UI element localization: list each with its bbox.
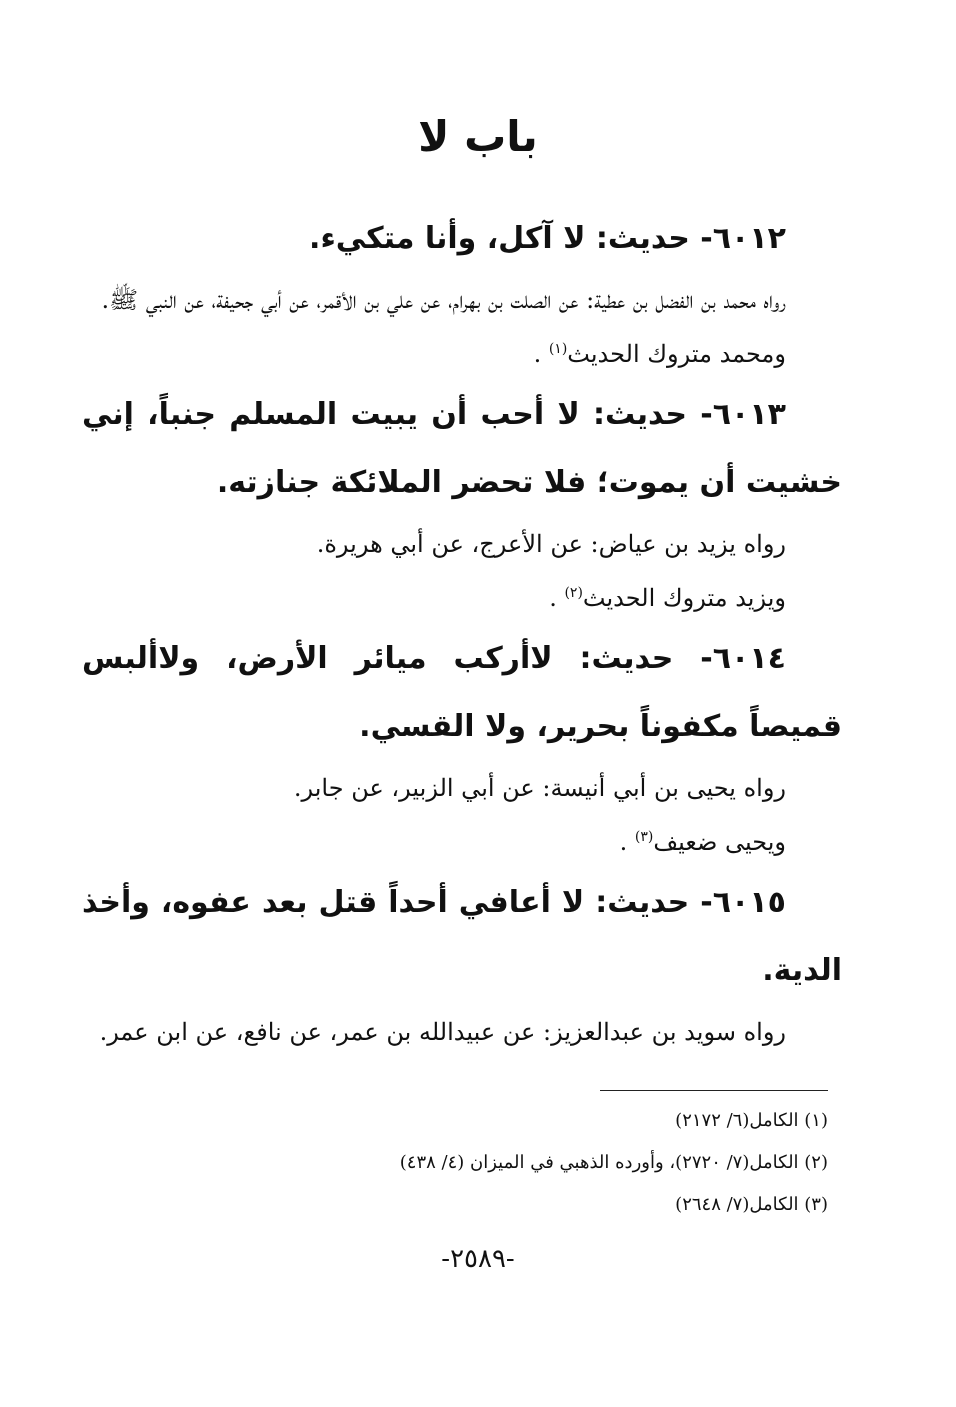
grading-text	[82, 571, 842, 625]
narration-text: رواه يحيى بن أبي أنيسة: عن أبي الزبير، عن جابر.	[293, 774, 786, 802]
narration-text: رواه يزيد بن عياض: عن الأعرج، عن أبي هريرة.	[316, 530, 786, 558]
hadith-entry	[82, 205, 842, 381]
footnote-ref: (٣)	[634, 829, 654, 845]
footnote-divider	[600, 1090, 828, 1091]
hadith-entry	[82, 869, 842, 1059]
hadith-entry	[82, 381, 842, 625]
hadith-heading: ٦٠١٣- حديث: لا أحب أن يبيت المسلم جنباً، إني خشيت أن يموت؛ فلا تحضر الملائكة جنازته.	[82, 397, 842, 500]
narration-text: رواه سويد بن عبدالعزيز: عن عبيدالله بن عمر، عن نافع، عن ابن عمر.	[99, 1018, 786, 1046]
footnote-ref: (١)	[548, 341, 568, 357]
chapter-title: باب لا	[418, 112, 538, 161]
hadith-heading: ٦٠١٢- حديث: لا آكل، وأنا متكيء.	[309, 221, 786, 256]
grading-end: .	[533, 340, 549, 368]
grading-label: ويزيد متروك الحديث	[582, 584, 786, 612]
grading-label: ويحيى ضعيف	[653, 828, 786, 856]
hadith-entry	[82, 625, 842, 869]
narration-text: رواه محمد بن الفضل بن عطية: عن الصلت بن بهرام، عن علي بن الأقمر، عن أبي جحيفة، عن النبي ﷺ.	[101, 286, 786, 314]
page-number: -٢٥٨٩-	[441, 1244, 515, 1274]
grading-end: .	[549, 584, 565, 612]
hadith-heading: ٦٠١٤- حديث: لاأركب ميائر الأرض، ولاألبس قميصاً مكفوناً بحرير، ولا القسي.	[82, 641, 842, 744]
grading-end: .	[619, 828, 635, 856]
hadith-heading: ٦٠١٥- حديث: لا أعافي أحداً قتل بعد عفوه، وأخذ الدية.	[82, 885, 842, 988]
footnote-ref: (٢)	[564, 585, 583, 601]
footnote: (١) الكامل(٦/ ٢١٧٢)	[675, 1110, 828, 1131]
grading-text	[82, 815, 842, 869]
grading-text	[82, 327, 842, 381]
page-body	[82, 205, 842, 1059]
footnotes	[300, 1100, 828, 1226]
footnote: (٢) الكامل(٧/ ٢٧٢٠)، وأورده الذهبي في الميزان (٤/ ٤٣٨)	[399, 1152, 828, 1173]
grading-label: ومحمد متروك الحديث	[567, 340, 786, 368]
footnote: (٣) الكامل(٧/ ٢٦٤٨)	[675, 1194, 828, 1215]
